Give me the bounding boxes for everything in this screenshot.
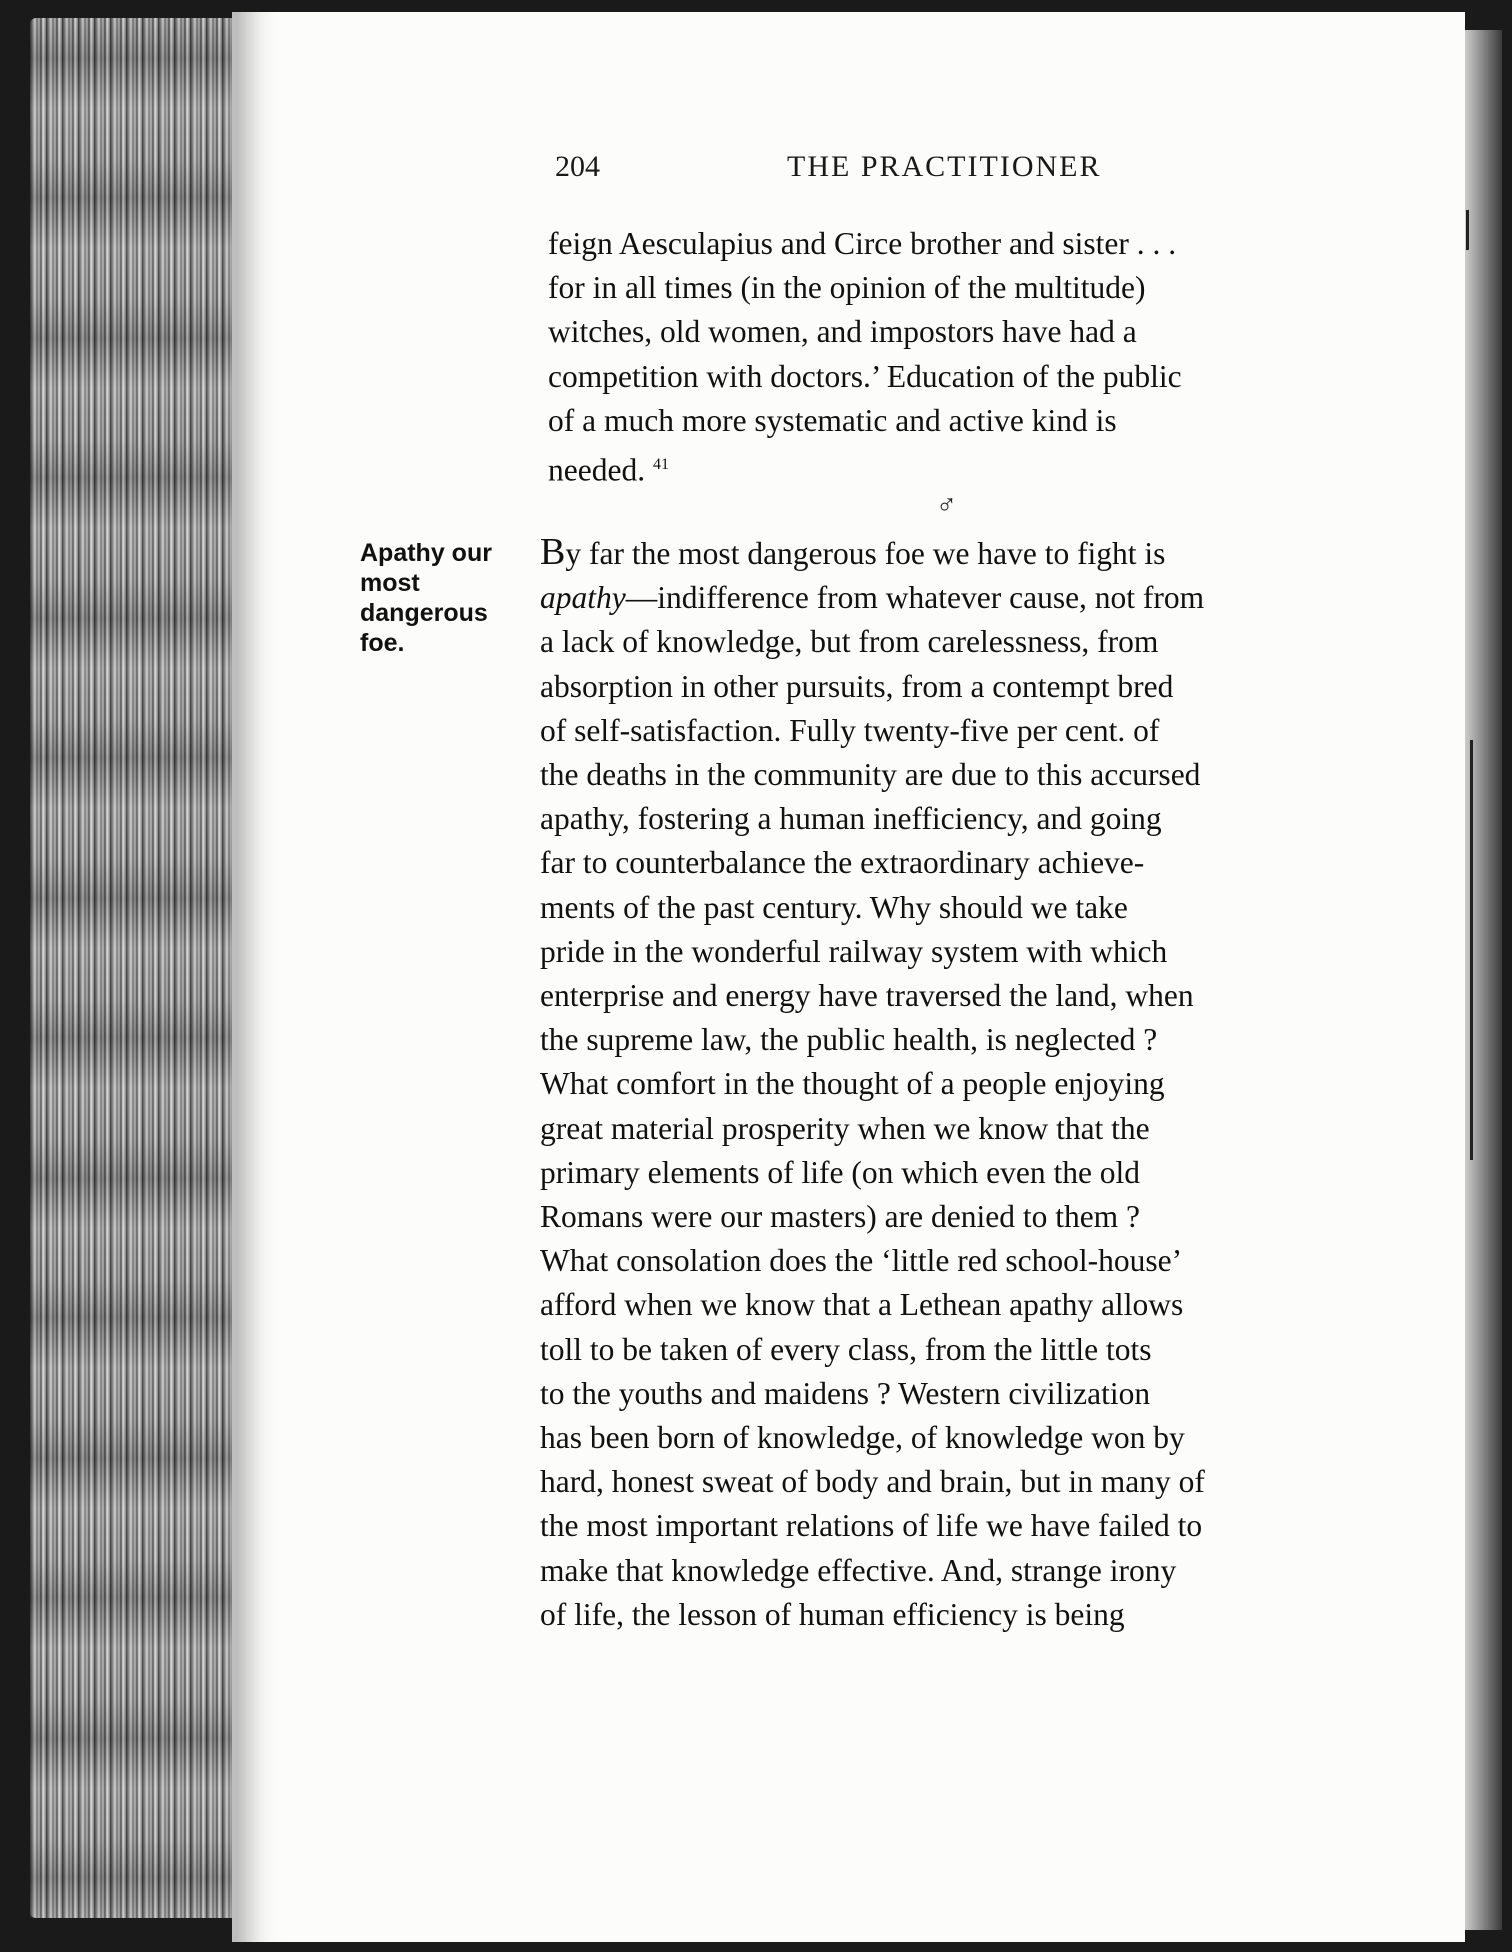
- paragraph-2: [540, 530, 1345, 1637]
- book-right-edge: [1462, 30, 1502, 1930]
- italic-word: apathy: [540, 580, 626, 616]
- text-line: What consolation does the ‘little red school-house’: [540, 1243, 1183, 1279]
- margin-note-line: foe.: [360, 629, 405, 657]
- margin-note-line: most: [360, 569, 420, 597]
- text-line: apathy, fostering a human inefficiency, and going: [540, 801, 1162, 837]
- text-line: Romans were our masters) are denied to them ?: [540, 1199, 1141, 1235]
- text-line: competition with doctors.’ Education of the public: [548, 358, 1182, 394]
- text-line: make that knowledge effective. And, strange irony: [540, 1552, 1177, 1588]
- text-line-first: [540, 530, 1345, 576]
- text-line: the most important relations of life we have failed to: [540, 1508, 1203, 1544]
- margin-note-line: Apathy our: [360, 539, 492, 567]
- text-line: of life, the lesson of human efficiency is being: [540, 1596, 1125, 1632]
- paragraph-1: [548, 222, 1348, 493]
- margin-note: [360, 538, 530, 658]
- running-title: THE PRACTITIONER: [787, 150, 1102, 183]
- text-fragment: —indifference from whatever cause, not from: [625, 580, 1205, 616]
- text-fragment: needed.: [548, 452, 646, 488]
- text-line: the supreme law, the public health, is neglected ?: [540, 1022, 1158, 1058]
- text-line: of a much more systematic and active kind is: [548, 402, 1117, 438]
- text-line: enterprise and energy have traversed the land, when: [540, 978, 1194, 1014]
- text-fragment: y far the most dangerous foe we have to fight is: [565, 536, 1166, 571]
- text-line-last: [548, 443, 1348, 493]
- text-line: a lack of knowledge, but from carelessness, from: [540, 624, 1159, 660]
- text-line: [540, 576, 1345, 620]
- text-line: the deaths in the community are due to this accursed: [540, 757, 1201, 793]
- book-page-edges: [30, 18, 240, 1918]
- text-line: of self-satisfaction. Fully twenty-five per cent. of: [540, 712, 1160, 748]
- text-line: to the youths and maidens ? Western civilization: [540, 1375, 1151, 1411]
- text-line: absorption in other pursuits, from a contempt bred: [540, 668, 1174, 704]
- text-line: hard, honest sweat of body and brain, but in many of: [540, 1464, 1205, 1500]
- section-ornament-icon: ♂: [936, 490, 957, 521]
- edge-mark: [1466, 210, 1469, 250]
- text-line: witches, old women, and impostors have had a: [548, 314, 1137, 350]
- text-line: primary elements of life (on which even the old: [540, 1154, 1141, 1190]
- text-line: for in all times (in the opinion of the multitude): [548, 270, 1146, 306]
- page-number: 204: [555, 150, 600, 183]
- text-line: pride in the wonderful railway system with which: [540, 933, 1168, 969]
- text-line: has been born of knowledge, of knowledge won by: [540, 1420, 1185, 1456]
- drop-cap: B: [540, 531, 566, 573]
- text-line: toll to be taken of every class, from the little tots: [540, 1331, 1152, 1367]
- text-line: ments of the past century. Why should we take: [540, 889, 1128, 925]
- text-line: feign Aesculapius and Circe brother and sister . . .: [548, 226, 1177, 261]
- page-header: [555, 150, 1135, 190]
- text-line: What comfort in the thought of a people enjoying: [540, 1066, 1165, 1102]
- footnote-reference[interactable]: 41: [652, 456, 669, 474]
- edge-mark: [1470, 740, 1473, 1160]
- margin-note-line: dangerous: [360, 599, 488, 627]
- text-line: afford when we know that a Lethean apathy allows: [540, 1287, 1184, 1323]
- text-line: far to counterbalance the extraordinary achieve-: [540, 845, 1145, 881]
- text-line: great material prosperity when we know that the: [540, 1110, 1150, 1146]
